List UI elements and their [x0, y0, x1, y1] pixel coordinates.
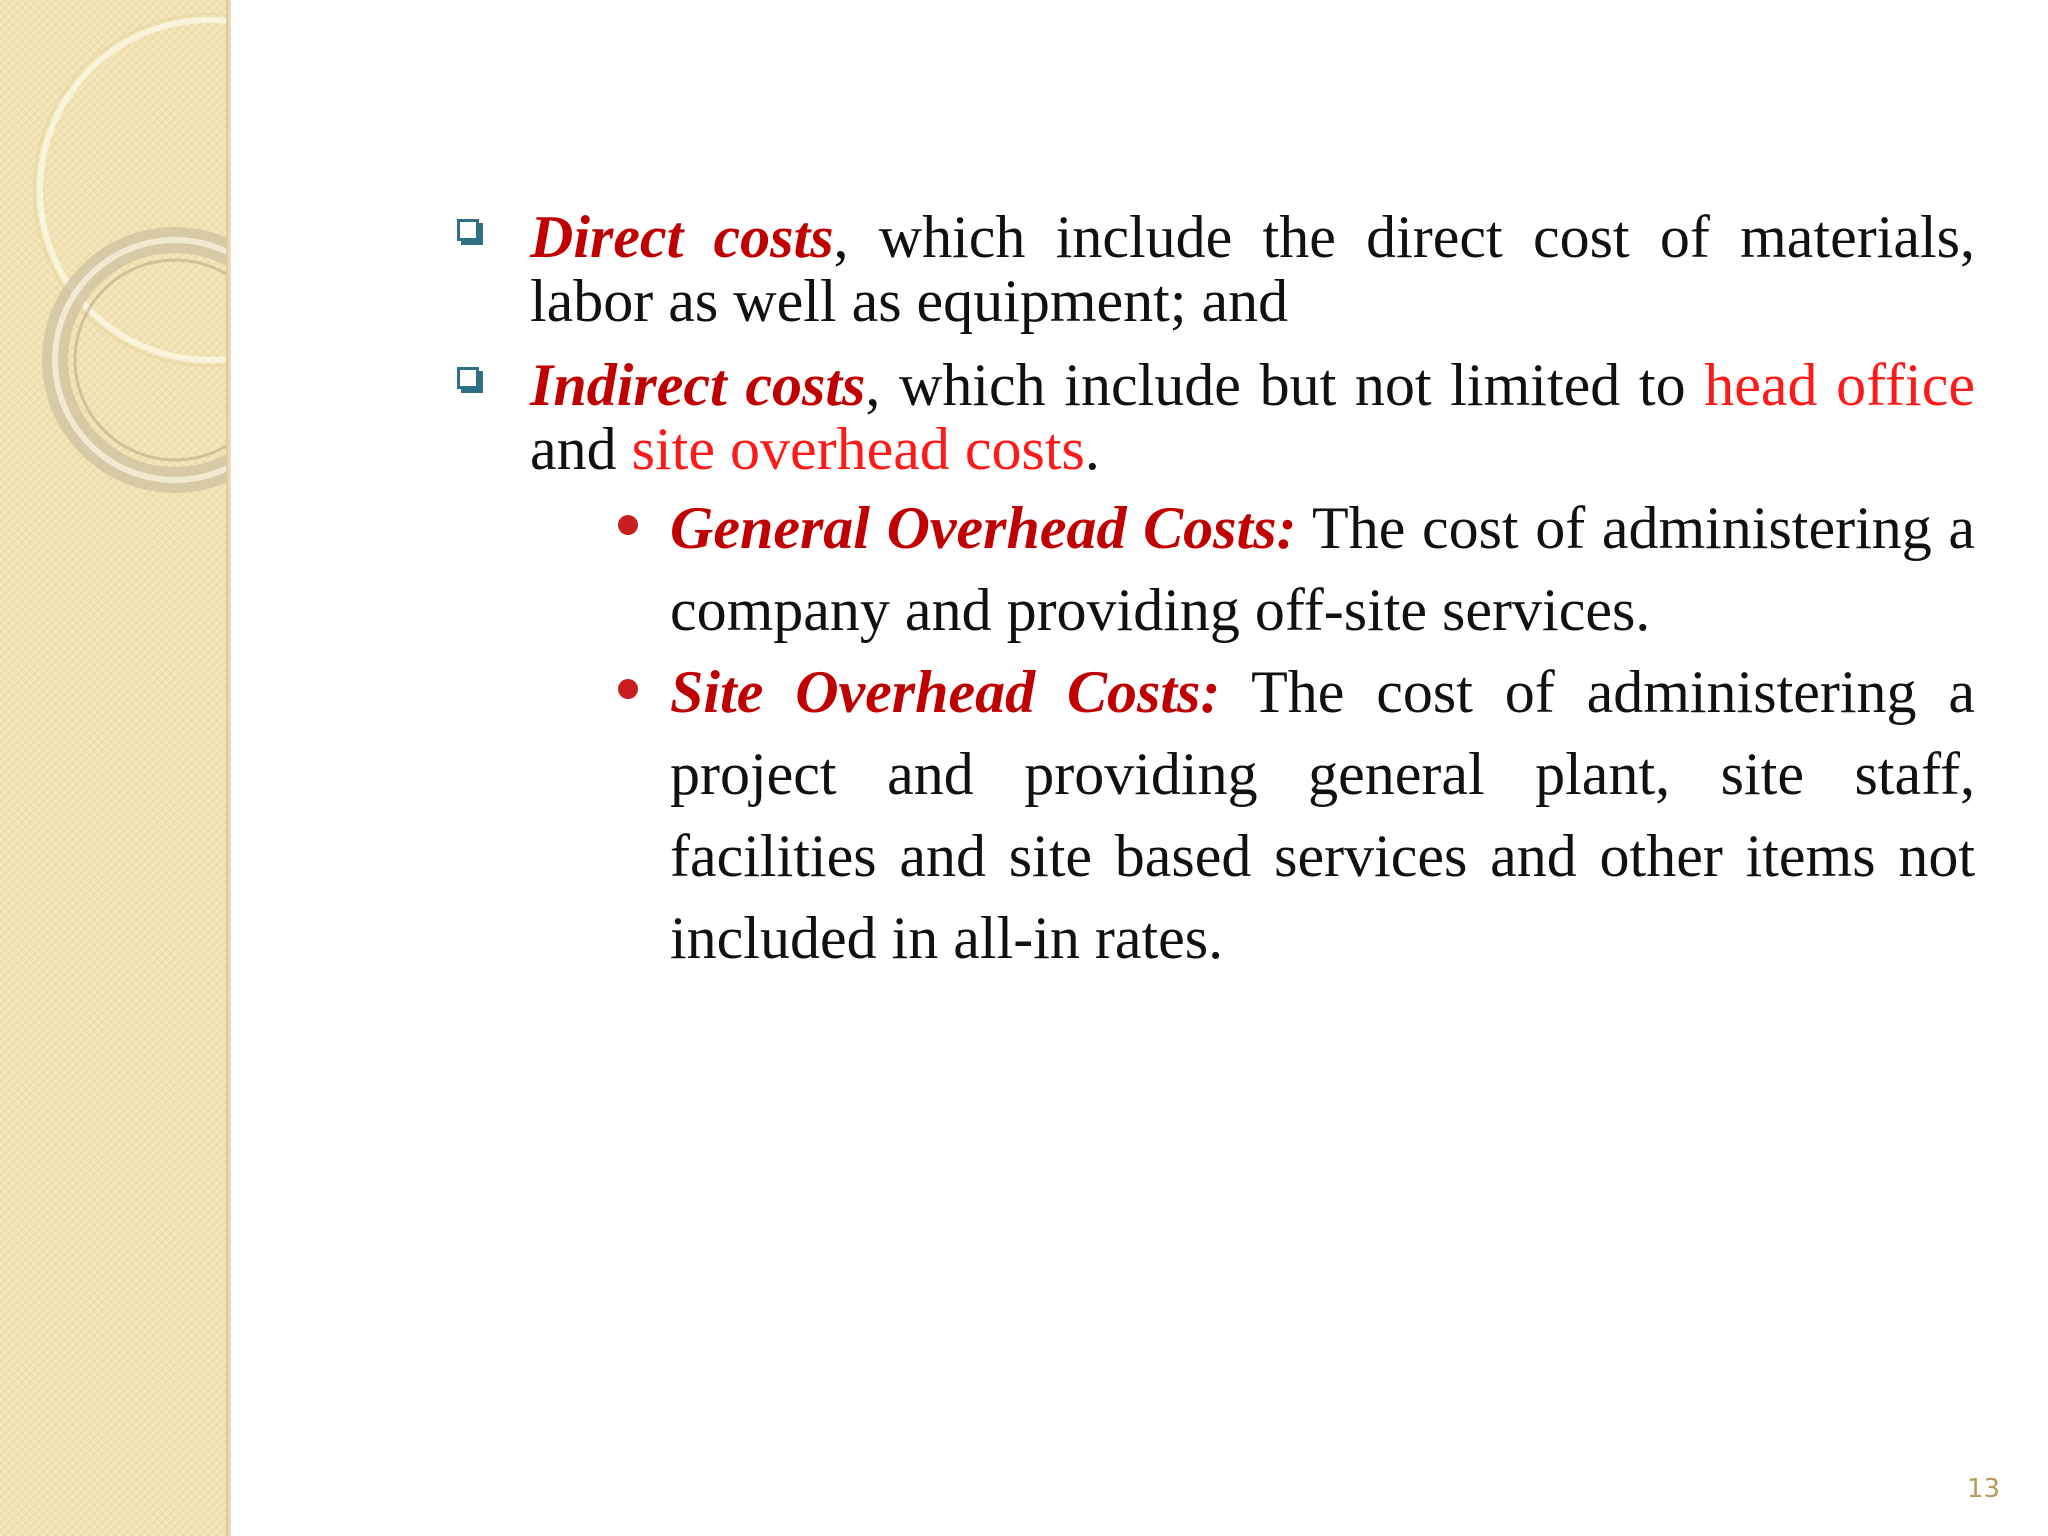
bullet-text: , which include but not limited to: [865, 352, 1705, 418]
round-dot-bullet-icon: [618, 679, 638, 699]
bullet-direct-costs: [455, 205, 1975, 333]
round-dot-bullet-icon: [618, 515, 638, 535]
sub-bullet-text: The cost of administering a project and providing general plant, site staff, facilities and site based services and other items not included in all-in rates.: [670, 659, 1976, 971]
sub-bullet-list: [455, 487, 1975, 979]
term-indirect-costs: Indirect costs: [530, 352, 866, 418]
ring-swirl-decoration-icon: [0, 0, 226, 520]
hollow-square-bullet-icon: [457, 219, 479, 241]
highlight-head-office: head office: [1704, 352, 1975, 418]
highlight-site-overhead: site overhead costs: [631, 416, 1085, 482]
term-direct-costs: Direct costs: [530, 204, 834, 270]
sidebar-edge: [226, 0, 231, 1536]
page-number: 13: [1966, 1474, 2000, 1504]
bullet-indirect-costs: [455, 353, 1975, 481]
bullet-text: and: [530, 416, 632, 482]
term-general-overhead: General Overhead Costs:: [670, 495, 1297, 561]
term-site-overhead: Site Overhead Costs:: [670, 659, 1221, 725]
decorative-sidebar: [0, 0, 226, 1536]
sub-bullet-general-overhead: [670, 487, 1975, 651]
hollow-square-bullet-icon: [457, 367, 479, 389]
sub-bullet-text: The cost of administering a company and providing off-site services.: [670, 495, 1976, 643]
sub-bullet-site-overhead: [670, 651, 1975, 979]
bullet-text: , which include the direct cost of materials, labor as well as equipment; and: [530, 204, 1975, 334]
bullet-text: .: [1084, 416, 1100, 482]
slide-content: [455, 205, 1975, 979]
